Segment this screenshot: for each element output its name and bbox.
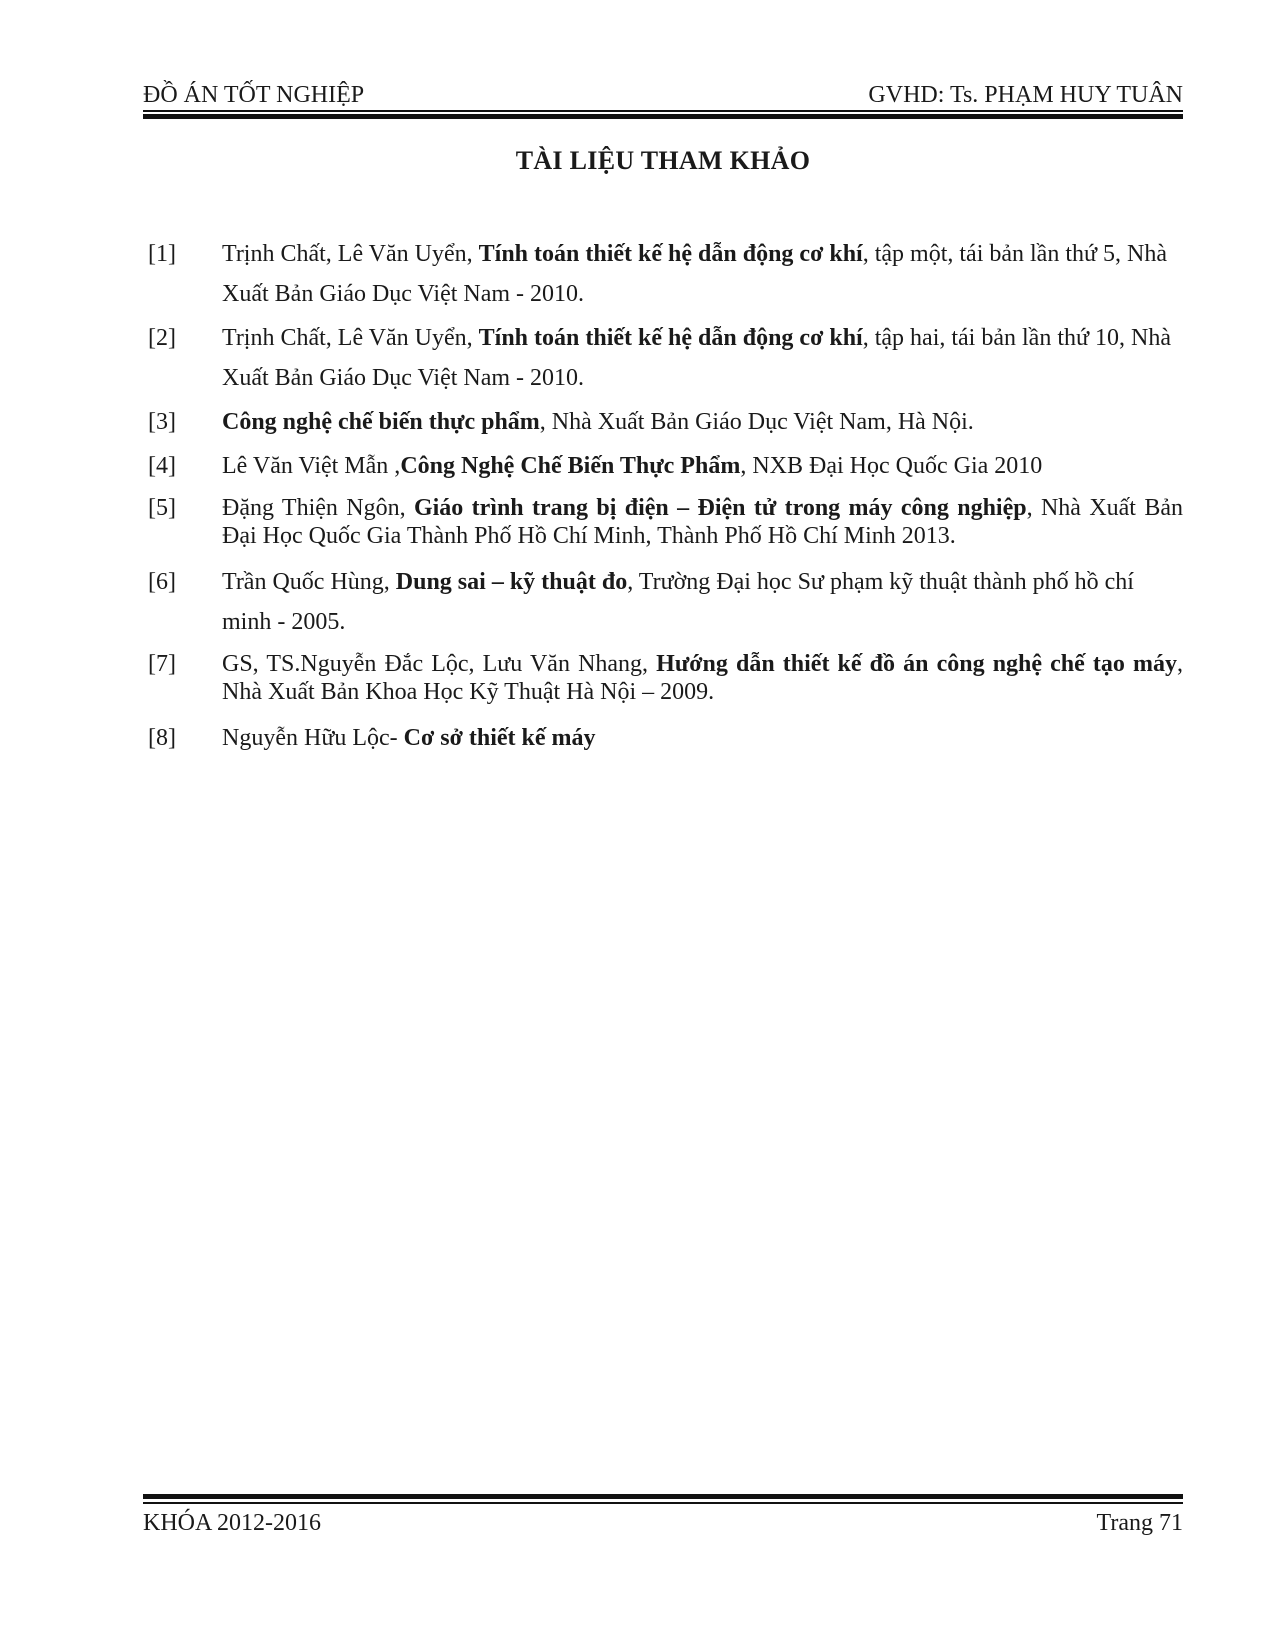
reference-title: Cơ sở thiết kế máy	[403, 725, 596, 751]
reference-details: , Trường Đại học Sư phạm kỹ thuật thành phố hồ chí minh - 2005.	[222, 569, 1134, 635]
reference-title: Giáo trình trang bị điện – Điện tử trong máy công nghiệp	[413, 495, 1027, 521]
reference-number: [7]	[148, 651, 176, 677]
reference-authors: Trịnh Chất, Lê Văn Uyển,	[222, 241, 479, 267]
reference-text	[222, 494, 1183, 550]
reference-text	[222, 234, 1183, 314]
reference-text	[222, 402, 1183, 442]
reference-item-7	[148, 650, 1183, 706]
footer-rule-thin	[143, 1502, 1183, 1504]
reference-number: [4]	[148, 453, 176, 479]
reference-number: [5]	[148, 495, 176, 521]
footer-rule-thick	[143, 1494, 1183, 1499]
reference-details: , Nhà Xuất Bản Đại Học Quốc Gia Thành Phố Hồ Chí Minh, Thành Phố Hồ Chí Minh 2013.	[222, 495, 1183, 549]
reference-title: Công nghệ chế biến thực phẩm	[222, 409, 540, 435]
reference-authors: Trần Quốc Hùng,	[222, 569, 396, 595]
reference-item-1	[148, 234, 1183, 314]
footer-page-number: Trang 71	[1096, 1510, 1183, 1536]
reference-number: [1]	[148, 241, 176, 267]
reference-number: [3]	[148, 409, 176, 435]
reference-item-2	[148, 318, 1183, 398]
reference-text	[222, 318, 1183, 398]
reference-details: , NXB Đại Học Quốc Gia 2010	[740, 453, 1043, 479]
reference-item-3	[148, 402, 1183, 442]
reference-number: [6]	[148, 569, 176, 595]
reference-authors: GS, TS.Nguyễn Đắc Lộc, Lưu Văn Nhang,	[222, 651, 657, 677]
reference-text	[222, 718, 1183, 758]
page-footer	[143, 1510, 1183, 1537]
reference-item-5	[148, 494, 1183, 550]
reference-text	[222, 446, 1183, 486]
reference-item-6	[148, 562, 1183, 642]
reference-text	[222, 650, 1183, 706]
reference-number: [8]	[148, 725, 176, 751]
reference-number: [2]	[148, 325, 176, 351]
page-title: TÀI LIỆU THAM KHẢO	[515, 146, 811, 175]
reference-details: , Nhà Xuất Bản Khoa Học Kỹ Thuật Hà Nội – 2009.	[222, 651, 1184, 705]
reference-title: Tính toán thiết kế hệ dẫn động cơ khí	[478, 325, 863, 351]
header-rule-thin	[143, 110, 1183, 112]
reference-title: Dung sai – kỹ thuật đo	[395, 569, 628, 595]
reference-item-8	[148, 718, 1183, 758]
reference-details: , Nhà Xuất Bản Giáo Dục Việt Nam, Hà Nội.	[539, 409, 974, 435]
reference-authors: Lê Văn Việt Mẫn ,	[222, 453, 401, 479]
reference-text	[222, 562, 1183, 642]
header-advisor-label: GVHD: Ts. PHẠM HUY TUÂN	[868, 82, 1183, 108]
reference-title: Tính toán thiết kế hệ dẫn động cơ khí	[478, 241, 863, 267]
reference-title: Công Nghệ Chế Biến Thực Phẩm	[400, 453, 741, 479]
reference-details: , tập hai, tái bản lần thứ 10, Nhà Xuất Bản Giáo Dục Việt Nam - 2010.	[222, 325, 1171, 391]
reference-item-4	[148, 446, 1183, 486]
header-project-label: ĐỒ ÁN TỐT NGHIỆP	[143, 82, 365, 108]
footer-course-label: KHÓA 2012-2016	[143, 1510, 321, 1536]
reference-authors: Nguyễn Hữu Lộc-	[222, 725, 404, 751]
page-header	[143, 74, 1183, 108]
header-rule-thick	[143, 114, 1183, 119]
reference-list	[148, 234, 1183, 758]
reference-authors: Đặng Thiện Ngôn,	[222, 495, 414, 521]
reference-authors: Trịnh Chất, Lê Văn Uyển,	[222, 325, 479, 351]
reference-title: Hướng dẫn thiết kế đồ án công nghệ chế tạo máy	[656, 651, 1178, 677]
reference-details: , tập một, tái bản lần thứ 5, Nhà Xuất Bản Giáo Dục Việt Nam - 2010.	[222, 241, 1167, 307]
